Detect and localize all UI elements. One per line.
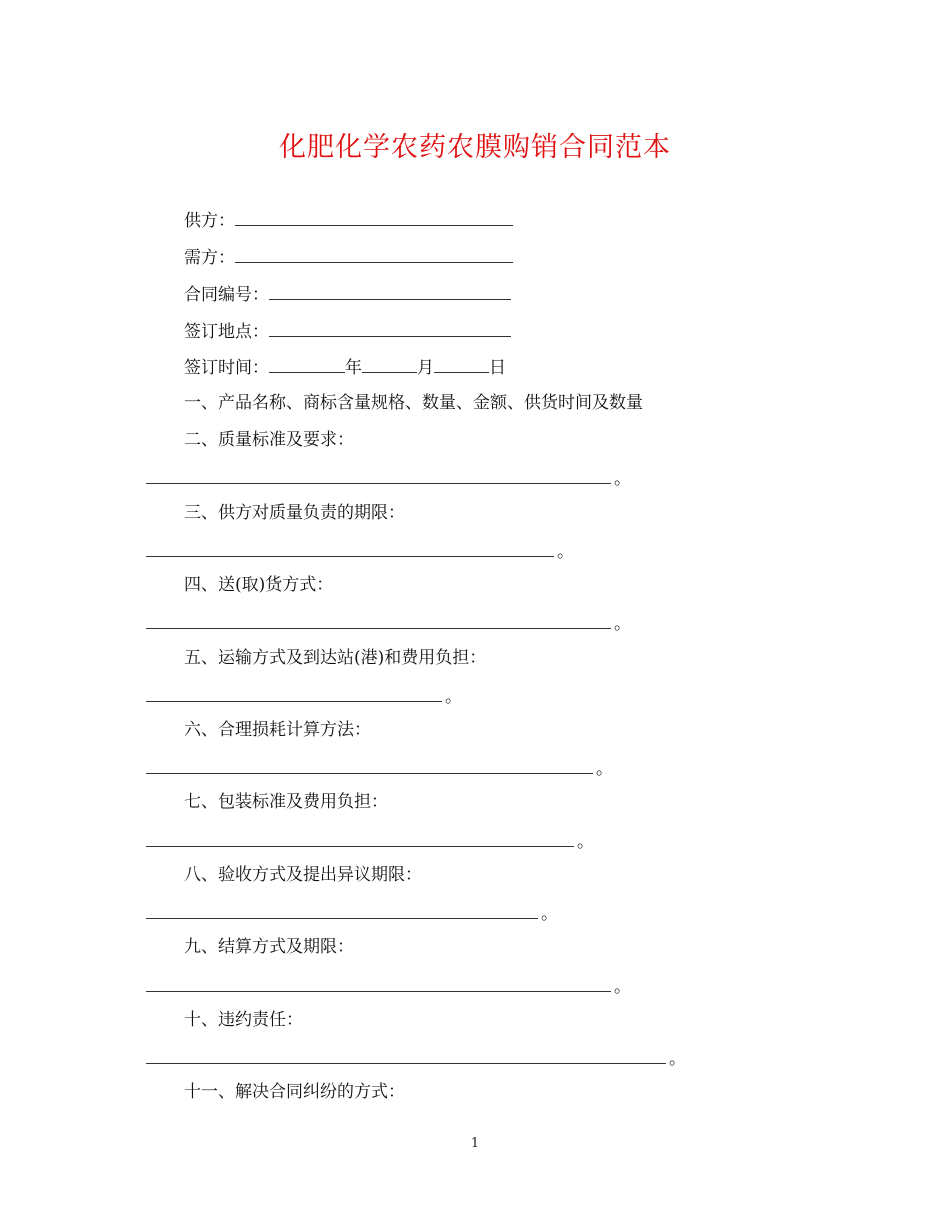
contract-no-blank[interactable] <box>269 282 511 300</box>
clause-6-answer <box>146 756 613 781</box>
clause-2: 二、质量标准及要求： <box>184 430 354 450</box>
clause-5-answer <box>146 684 462 709</box>
clause-6-blank[interactable] <box>146 756 593 774</box>
clause-5-blank[interactable] <box>146 684 442 702</box>
sign-place-row <box>184 319 511 344</box>
period: 。 <box>557 542 574 562</box>
supplier-label: 供方： <box>184 211 235 231</box>
period: 。 <box>614 469 631 489</box>
month-label: 月 <box>417 358 434 378</box>
page-number: 1 <box>470 1136 480 1151</box>
period: 。 <box>541 904 558 924</box>
clause-7-answer <box>146 829 594 854</box>
clause-3: 三、供方对质量负责的期限： <box>184 503 405 523</box>
clause-2-blank[interactable] <box>146 466 611 484</box>
clause-4: 四、送(取)货方式： <box>184 575 334 595</box>
year-blank[interactable] <box>269 355 345 373</box>
document-title: 化肥化学农药农膜购销合同范本 <box>279 132 671 163</box>
period: 。 <box>596 759 613 779</box>
clause-7-blank[interactable] <box>146 829 574 847</box>
clause-9: 九、结算方式及期限： <box>184 937 354 957</box>
buyer-blank[interactable] <box>235 245 513 263</box>
supplier-blank[interactable] <box>235 208 513 226</box>
clause-8: 八、验收方式及提出异议期限： <box>184 865 422 885</box>
period: 。 <box>669 1049 686 1069</box>
clause-1: 一、产品名称、商标含量规格、数量、金额、供货时间及数量 <box>184 393 643 413</box>
period: 。 <box>445 687 462 707</box>
clause-4-answer <box>146 611 631 636</box>
clause-5: 五、运输方式及到达站(港)和费用负担： <box>184 648 487 668</box>
clause-6: 六、合理损耗计算方法： <box>184 720 371 740</box>
supplier-row <box>184 208 513 233</box>
clause-11: 十一、解决合同纠纷的方式： <box>184 1082 405 1102</box>
buyer-label: 需方： <box>184 248 235 268</box>
sign-time-row <box>184 355 506 380</box>
day-label: 日 <box>489 358 506 378</box>
clause-3-blank[interactable] <box>146 539 554 557</box>
contract-no-row <box>184 282 511 307</box>
clause-10: 十、违约责任： <box>184 1010 303 1030</box>
sign-place-blank[interactable] <box>269 319 511 337</box>
year-label: 年 <box>345 358 362 378</box>
clause-8-answer <box>146 901 558 926</box>
clause-4-blank[interactable] <box>146 611 611 629</box>
clause-7: 七、包装标准及费用负担： <box>184 792 388 812</box>
month-blank[interactable] <box>362 355 417 373</box>
period: 。 <box>614 614 631 634</box>
buyer-row <box>184 245 513 270</box>
period: 。 <box>577 832 594 852</box>
sign-place-label: 签订地点： <box>184 322 269 342</box>
clause-2-answer <box>146 466 631 491</box>
day-blank[interactable] <box>434 355 489 373</box>
contract-no-label: 合同编号： <box>184 285 269 305</box>
sign-time-label: 签订时间： <box>184 358 269 378</box>
clause-10-blank[interactable] <box>146 1046 666 1064</box>
clause-10-answer <box>146 1046 686 1071</box>
clause-9-blank[interactable] <box>146 974 611 992</box>
period: 。 <box>614 977 631 997</box>
clause-9-answer <box>146 974 631 999</box>
clause-3-answer <box>146 539 574 564</box>
clause-8-blank[interactable] <box>146 901 538 919</box>
